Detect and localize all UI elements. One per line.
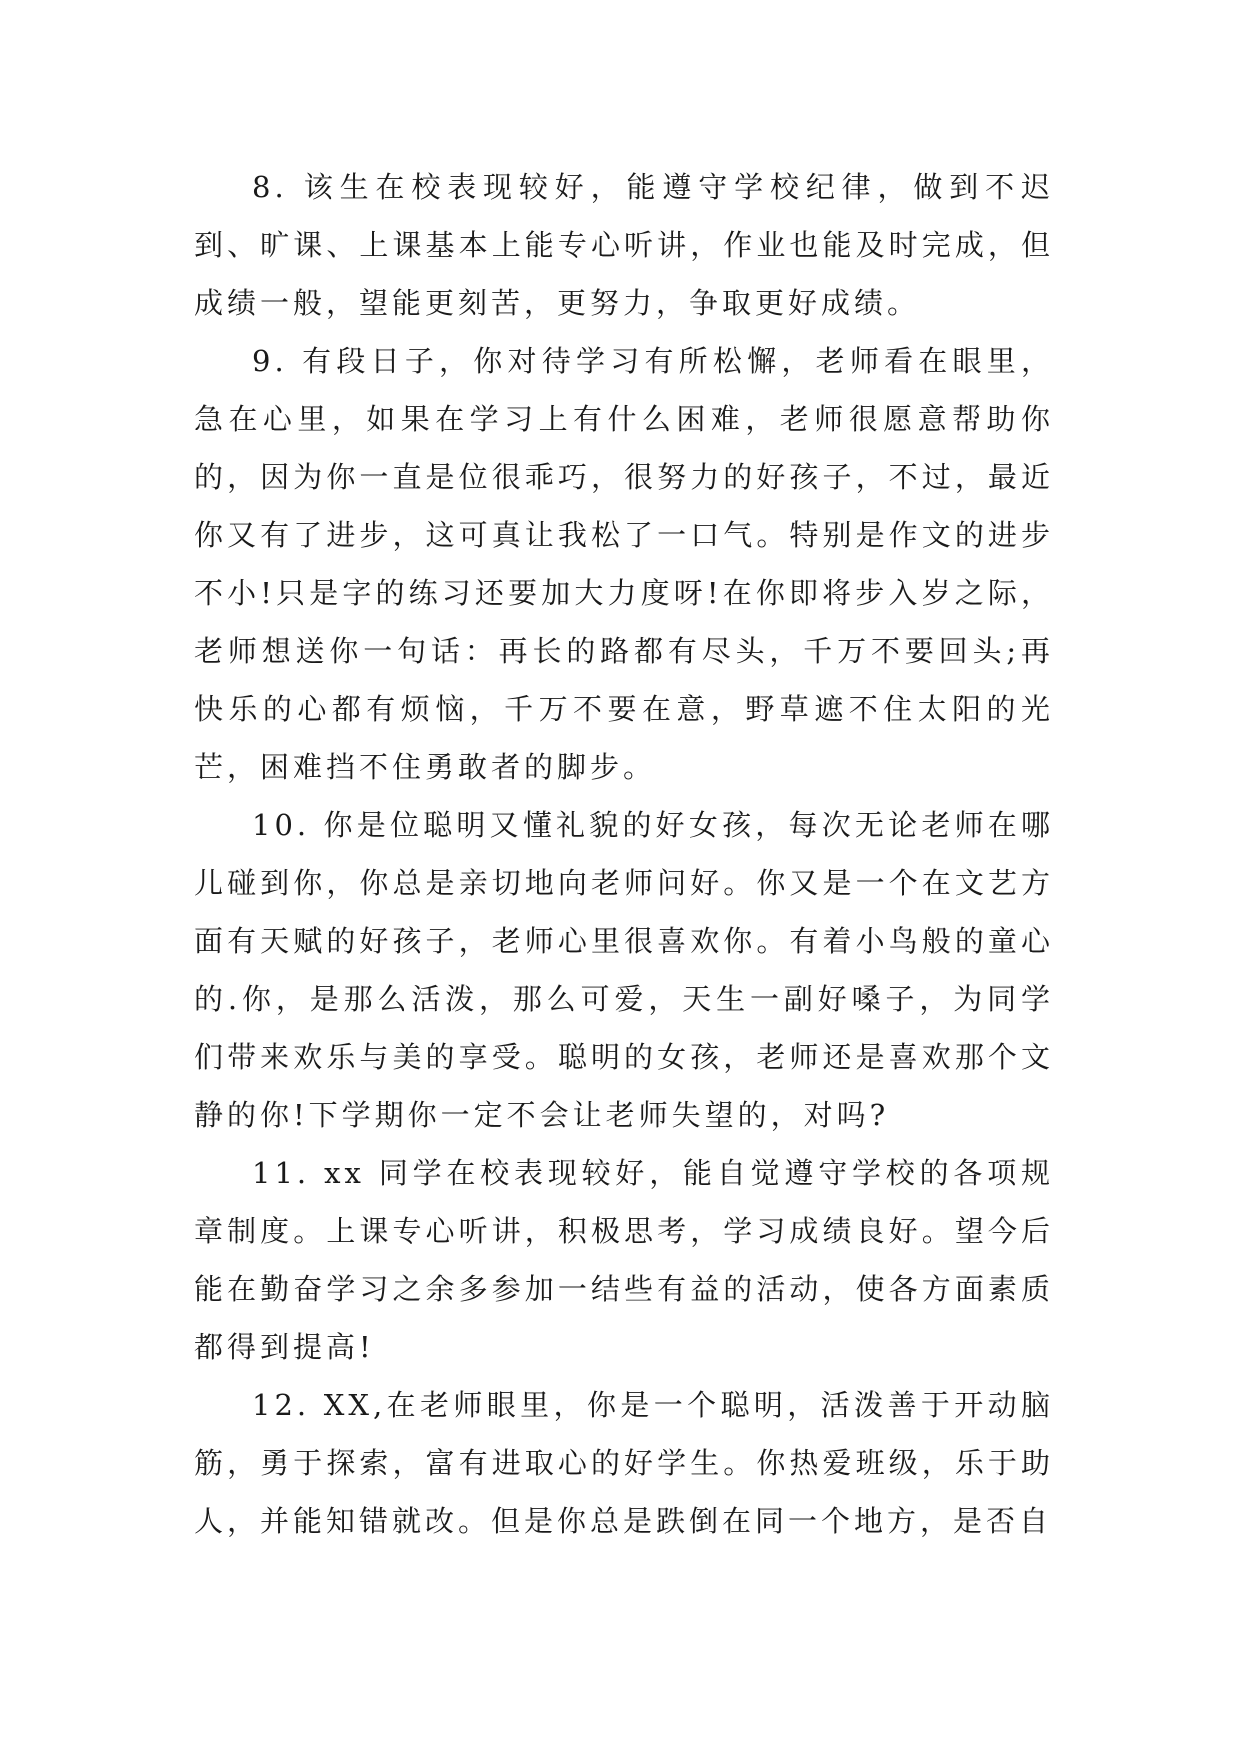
paragraph-comment-8: 8. 该生在校表现较好，能遵守学校纪律，做到不迟到、旷课、上课基本上能专心听讲，作业也能及时完成，但成绩一般，望能更刻苦，更努力，争取更好成绩。	[194, 170, 1054, 320]
paragraph-comment-12: 12. XX,在老师眼里，你是一个聪明，活泼善于开动脑筋，勇于探索，富有进取心的好学生。你热爱班级，乐于助人，并能知错就改。但是你总是跌倒在同一个地方，是否自	[194, 1388, 1054, 1538]
paragraph-comment-10: 10. 你是位聪明又懂礼貌的好女孩，每次无论老师在哪儿碰到你，你总是亲切地向老师问好。你又是一个在文艺方面有天赋的好孩子，老师心里很喜欢你。有着小鸟般的童心的.你，是那么活泼，那么可爱，天生一副好嗓子，为同学们带来欢乐与美的享受。聪明的女孩，老师还是喜欢那个文静的你!下学期你一定不会让老师失望的，对吗?	[194, 808, 1054, 1132]
paragraph-comment-9: 9. 有段日子，你对待学习有所松懈，老师看在眼里，急在心里，如果在学习上有什么困难，老师很愿意帮助你的，因为你一直是位很乖巧，很努力的好孩子，不过，最近你又有了进步，这可真让我松了一口气。特别是作文的进步不小!只是字的练习还要加大力度呀!在你即将步入岁之际，老师想送你一句话：再长的路都有尽头，千万不要回头;再快乐的心都有烦恼，千万不要在意，野草遮不住太阳的光芒，困难挡不住勇敢者的脚步。	[194, 344, 1054, 784]
document-body	[194, 158, 1054, 1550]
paragraph-comment-11: 11. xx 同学在校表现较好，能自觉遵守学校的各项规章制度。上课专心听讲，积极思考，学习成绩良好。望今后能在勤奋学习之余多参加一结些有益的活动，使各方面素质都得到提高!	[194, 1156, 1054, 1364]
